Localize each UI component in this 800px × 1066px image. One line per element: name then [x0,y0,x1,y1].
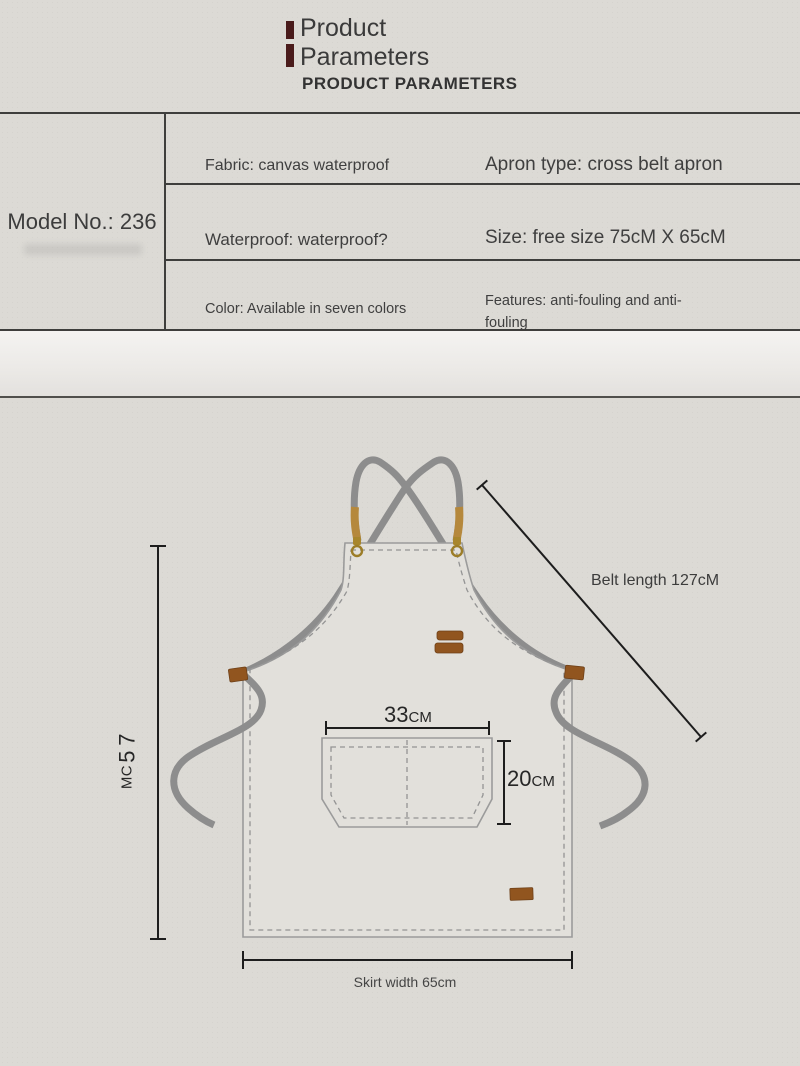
spec-features: Features: anti-fouling and anti-fouling [485,293,682,332]
spec-waterproof: Waterproof: waterproof? [205,230,388,249]
skirt-width-dimension-line [243,951,572,969]
chest-label-bar-top [437,631,463,640]
clip-left [353,537,361,545]
height-dimension-line [150,546,166,939]
strap-leather-ends [355,507,460,538]
height-value: 7 5 [114,733,139,763]
waist-rivet-left [228,667,248,682]
height-dimension-label [112,731,142,789]
pocket-height-value: 20 [507,766,532,791]
spec-color: Color: Available in seven colors [205,301,407,317]
spec-apron-type: Apron type: cross belt apron [485,154,723,175]
leather-end-left [355,507,357,538]
pocket-width-value: 33 [384,702,409,727]
pocket-width-label [384,702,432,728]
clip-right [453,537,461,545]
chest-label-bar-bottom [435,643,463,653]
skirt-width-label: Skirt width 65cm [353,974,457,990]
pocket-height-label [507,766,555,792]
leather-end-right [457,507,459,538]
page-title-line1: Product [300,14,387,42]
waist-rivet-right [564,665,584,680]
spec-size: Size: free size 75cM X 65cM [485,227,726,248]
pocket-width-unit: CM [408,709,432,726]
height-unit: C M [118,765,136,790]
hem-label [510,888,533,901]
belt-length-label: Belt length 127cM [591,572,720,589]
spec-fabric: Fabric: canvas waterproof [205,157,390,174]
model-number-cell: Model No.: 236 [7,208,157,234]
page-title-line2: Parameters [300,42,430,71]
page-subtitle: PRODUCT PARAMETERS [302,74,518,93]
pocket-height-unit: CM [531,773,555,790]
